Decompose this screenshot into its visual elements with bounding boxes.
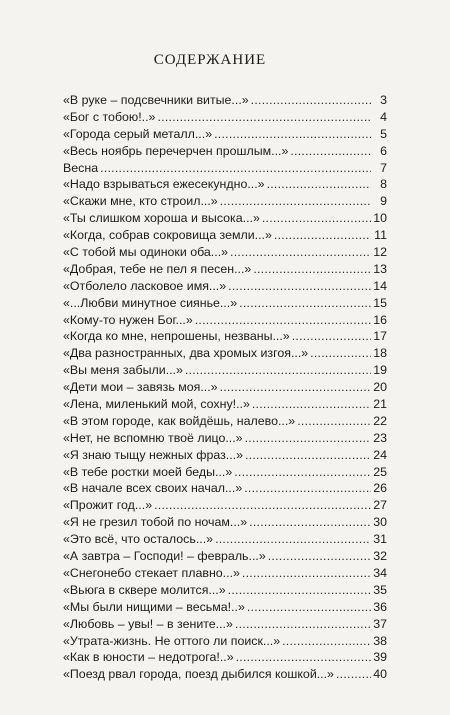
toc-entry-title: «Весь ноябрь перечерчен прошлым...» [63,143,289,158]
toc-entry-page-number: 22 [373,413,387,428]
dot-leader [242,565,371,582]
toc-entry-title: «Снегонебо стекает плавно...» [63,565,240,580]
toc-entry-page-number: 40 [373,667,387,682]
toc-entry-page-number: 25 [373,464,387,479]
toc-entry [63,413,387,430]
toc-entry-page-number: 39 [373,650,387,665]
toc-entry [63,396,387,413]
toc-entry-title: «С тобой мы одиноки оба...» [63,245,229,260]
toc-entry-title: «Утрата-жизнь. Не оттого ли поиск...» [63,633,281,648]
dot-leader [230,244,371,261]
toc-entry [63,497,387,514]
toc-entry [63,447,387,464]
toc-entry-page-number: 34 [373,565,387,580]
dot-leader [310,345,371,362]
toc-entry-title: «Мы были нищими – весьма!..» [63,599,245,614]
toc-entry-page-number: 6 [380,143,387,158]
dot-leader [267,176,371,193]
dot-leader [220,379,371,396]
toc-entry [63,295,387,312]
toc-entry-title: «Вьюга в сквере молится...» [63,582,226,597]
toc-entry [63,565,387,582]
toc-entry-title: «А завтра – Господи! – февраль...» [63,549,266,564]
toc-entry-page-number: 24 [373,447,387,462]
toc-entry-title: «Скажи мне, кто строил...» [63,194,218,209]
toc-entry-title: «Поезд рвал города, поезд дыбился кошкой...» [63,667,334,682]
toc-entry-title: «Кому-то нужен Бог...» [63,312,193,327]
toc-entry-title: «Нет, не вспомню твоё лицо...» [63,430,243,445]
dot-leader [245,430,371,447]
toc-entry-page-number: 36 [373,599,387,614]
toc-entry [63,649,387,666]
dot-leader [253,261,371,278]
toc-entry-title: «В руке – подсвечники витые...» [63,93,249,107]
toc-entry [63,666,387,683]
dot-leader [239,295,371,312]
toc-entry-page-number: 5 [380,126,387,141]
toc-entry-title: «Как в юности – недотрога!..» [63,650,234,665]
toc-entry [63,548,387,565]
toc-entry-page-number: 31 [373,532,387,547]
dot-leader [252,396,371,413]
toc-entry-title: «Дети мои – завязь моя...» [63,380,218,395]
toc-entry [63,633,387,650]
dot-leader [251,92,371,109]
page-title: СОДЕРЖАНИЕ [153,52,267,68]
toc-entry-page-number: 35 [373,582,387,597]
toc-entry-title: «Бог с тобою!..» [63,109,156,124]
dot-leader [100,160,371,177]
dot-leader [220,193,371,210]
toc-entry-page-number: 12 [373,245,387,260]
toc-entry [63,514,387,531]
toc-entry-page-number: 21 [373,397,387,412]
toc-entry [63,328,387,345]
toc-entry-page-number: 8 [380,177,387,192]
dot-leader [336,666,371,683]
toc-entry-page-number: 18 [373,346,387,361]
toc-entry-title: «Я знаю тыщу нежных фраз...» [63,447,243,462]
toc-entry-page-number: 7 [380,160,387,175]
dot-leader [236,649,371,666]
toc-entry-page-number: 17 [373,329,387,344]
toc-entry [63,160,387,177]
toc-entry-title: «...Любви минутное сиянье...» [63,295,238,310]
toc-entry [63,126,387,143]
dot-leader [247,599,371,616]
dot-leader [268,548,371,565]
toc-entry [63,210,387,227]
toc-entry-title: «В начале всех своих начал...» [63,481,243,496]
toc-entry-page-number: 4 [380,109,387,124]
dot-leader [292,328,371,345]
toc-entry [63,143,387,160]
toc-entry [63,582,387,599]
toc-entry-title: «Вы меня забыли...» [63,363,183,378]
dot-leader [249,514,371,531]
toc-entry-title: «Когда, собрав сокровища земли...» [63,228,272,243]
toc-entry-title: «Я не грезил тобой по ночам...» [63,515,248,530]
toc-entry-page-number: 23 [373,430,387,445]
dot-leader [290,143,371,160]
dot-leader [235,616,371,633]
dot-leader [154,497,371,514]
dot-leader [215,531,371,548]
toc-entry-title: «Надо взрываться ежесекундно...» [63,177,265,192]
toc-entry [63,531,387,548]
dot-leader [157,109,371,126]
toc-entry-title: «Города серый металл...» [63,126,213,141]
dot-leader [262,210,371,227]
toc-entry-title: «Любовь – увы! – в зените...» [63,616,233,631]
toc-entry-page-number: 30 [373,515,387,530]
toc-entry-title: «Когда ко мне, непрошены, незваны...» [63,329,290,344]
table-of-contents [63,92,387,683]
toc-entry [63,278,387,295]
toc-entry [63,244,387,261]
toc-entry-page-number: 16 [373,312,387,327]
dot-leader [282,633,371,650]
toc-entry-page-number: 20 [373,380,387,395]
toc-entry [63,261,387,278]
toc-entry-page-number: 19 [373,363,387,378]
toc-entry-page-number: 11 [374,228,387,243]
toc-entry [63,616,387,633]
toc-entry [63,345,387,362]
toc-entry-title: «Отболело ласковое имя...» [63,278,227,293]
toc-entry [63,227,387,244]
toc-entry-title: «Два разностранных, два хромых изгоя...» [63,346,309,361]
dot-leader [234,464,371,481]
toc-entry-title: «Ты слишком хороша и высока...» [63,211,260,226]
toc-entry [63,312,387,329]
toc-entry-title: «Это всё, что осталось...» [63,532,214,547]
toc-entry [63,193,387,210]
toc-entry-title: «Добрая, тебе не пел я песен...» [63,261,252,276]
toc-entry-page-number: 32 [373,549,387,564]
dot-leader [228,582,371,599]
toc-entry-title: Весна [63,160,99,175]
toc-entry-title: «В этом городе, как войдёшь, налево...» [63,413,296,428]
toc-entry [63,430,387,447]
toc-entry [63,464,387,481]
toc-entry-page-number: 15 [373,295,387,310]
dot-leader [274,227,371,244]
dot-leader [245,447,371,464]
toc-entry-page-number: 27 [373,498,387,513]
dot-leader [185,362,371,379]
toc-entry [63,480,387,497]
dot-leader [195,312,371,329]
toc-entry [63,176,387,193]
toc-entry-page-number: 13 [373,261,387,276]
toc-entry-title: «Прожит год...» [63,498,153,513]
dot-leader [244,480,371,497]
toc-entry-page-number: 38 [373,633,387,648]
toc-entry [63,362,387,379]
dot-leader [214,126,371,143]
toc-entry-title: «Лена, миленький мой, сохну!..» [63,397,250,412]
toc-entry-page-number: 9 [380,194,387,209]
dot-leader [297,413,371,430]
toc-entry [63,92,387,109]
toc-entry-page-number: 37 [373,616,387,631]
toc-entry-page-number: 26 [373,481,387,496]
toc-entry [63,109,387,126]
toc-entry-page-number: 10 [373,211,387,226]
toc-entry [63,599,387,616]
dot-leader [228,278,371,295]
toc-entry-page-number: 3 [380,93,387,107]
toc-entry-page-number: 14 [373,278,387,293]
toc-entry [63,379,387,396]
toc-entry-title: «В тебе ростки моей беды...» [63,464,233,479]
